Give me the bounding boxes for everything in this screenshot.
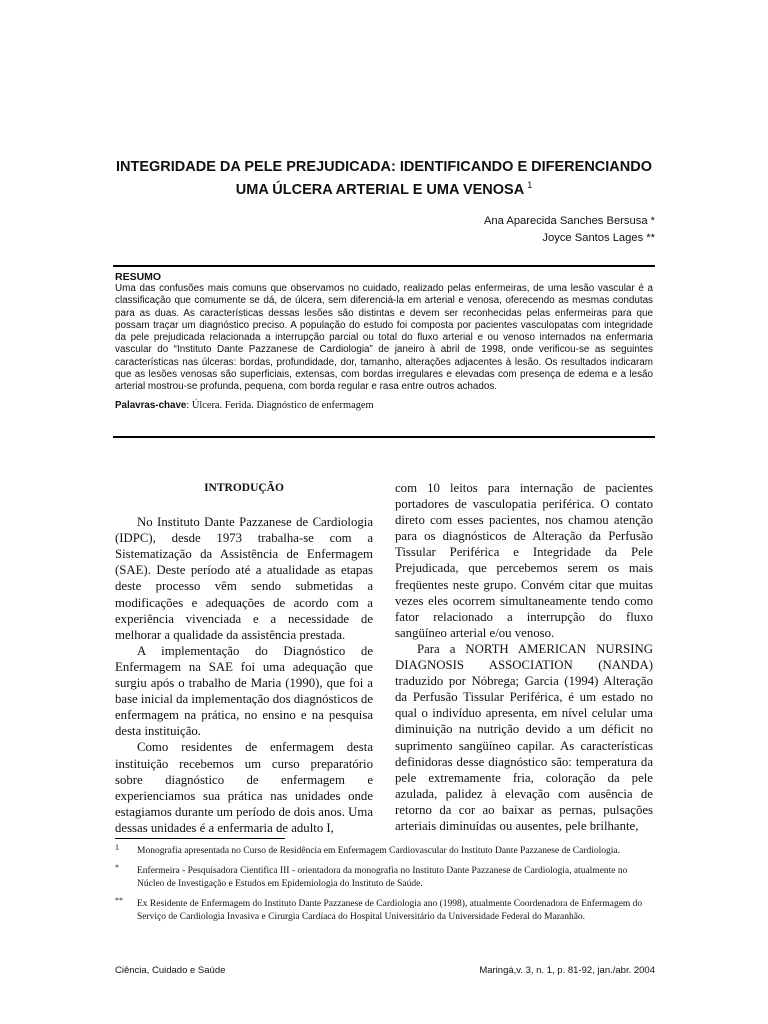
body-column-right bbox=[395, 480, 653, 834]
footnote-text: Monografia apresentada no Curso de Residência em Enfermagem Cardiovascular do Instituto Dante Pazzanese de Cardiologia. bbox=[137, 846, 621, 856]
abstract-text: Uma das confusões mais comuns que observamos no cuidado, realizado pelas enfermeiras, de uma lesão vascular é a classificação que comumente se dá, de úlcera, sem diferenciá-la em arterial e venosa, oferecendo as mesmas condutas para as duas. As características dessas lesões são distintas e devem ser reconhecidas pelas enfermeiras para que possam traçar um diagnóstico preciso. A população do estudo foi composta por pacientes vasculopatas com integridade da pele prejudicada relacionada a interrupção parcial ou total do fluxo arterial e ou venoso internados na enfermaria vascular do “Instituto Dante Pazzanese de Cardiologia” de janeiro à abril de 1998, onde verificou-se as seguintes características nas úlceras: bordas, profundidade, dor, tamanho, alterações adjacentes à lesão. Os resultados indicaram que as lesões venosas são superficiais, extensas, com bordas irregulares e elevadas com presença de edema e a lesão arterial mostrou-se profunda, pequena, com borda regular e rasa entre outros achados. bbox=[115, 283, 653, 393]
body-column-left bbox=[115, 480, 373, 836]
abstract-top-rule bbox=[113, 265, 655, 267]
body-paragraph: No Instituto Dante Pazzanese de Cardiologia (IDPC), desde 1973 trabalha-se com a Sistematização da Assistência de Enfermagem (SAE). Deste período até a atualidade as etapas deste processo vêm sendo submetidas a modificações e adequações de acordo com a experiência vivenciada e a necessidade de melhorar a qualidade da assistência prestada. bbox=[115, 515, 373, 642]
title-line-2 bbox=[0, 176, 768, 199]
keywords-line bbox=[115, 400, 653, 412]
footnote-rule bbox=[115, 838, 285, 839]
article-title bbox=[0, 158, 768, 199]
footnote bbox=[115, 898, 657, 924]
footnote-text: Ex Residente de Enfermagem do Instituto Dante Pazzanese de Cardiologia ano (1998), atualmente Coordenadora de Enfermagem do Serviço de Cardiologia Invasiva e Cirurgia Cardíaca do Hospital Universitário da Universidade Federal do Maranhão. bbox=[137, 899, 643, 922]
footnote bbox=[115, 845, 657, 858]
title-footnote-marker: 1 bbox=[527, 180, 533, 190]
footnote-marker: ** bbox=[115, 896, 123, 905]
footer-journal: Ciência, Cuidado e Saúde bbox=[115, 965, 226, 976]
section-heading-introducao: INTRODUÇÃO bbox=[204, 482, 284, 494]
author-2: Joyce Santos Lages ** bbox=[542, 232, 655, 244]
body-paragraph: com 10 leitos para internação de pacientes portadores de vasculopatia periférica. O contato direto com esses pacientes, nos chamou atenção para os diagnósticos de Alteração da Perfusão Tissular Periférica e Integridade da Pele Prejudicada, que percebemos serem os mais freqüentes neste grupo. Convém citar que muitas vezes eles ocorrem simultaneamente tendo como fator relacionado a interrupção do fluxo sangüíneo arterial e/ou venoso. bbox=[395, 481, 653, 640]
footnote-marker: * bbox=[115, 863, 119, 872]
footnotes bbox=[115, 845, 657, 931]
author-1: Ana Aparecida Sanches Bersusa * bbox=[483, 215, 655, 227]
footnote-marker: 1 bbox=[115, 843, 119, 852]
keywords-label: Palavras-chave bbox=[115, 399, 187, 411]
author-list bbox=[484, 213, 655, 247]
body-paragraph: Para a NORTH AMERICAN NURSING DIAGNOSIS ASSOCIATION (NANDA) traduzido por Nóbrega; Garcia (1994) Alteração da Perfusão Tissular Periférica, é um estado no qual o indivíduo apresenta, em nível celular uma diminuição na nutrição devido a um déficit no suprimento sangüíneo capilar. As características definidoras desse diagnóstico são: temperatura da pele extremamente fria, coloração da pele azulada, palidez à elevação com ausência de retorno da cor ao baixar as pernas, pulsações arteriais diminuídas ou ausentes, pele brilhante, bbox=[395, 641, 653, 833]
title-line-1: INTEGRIDADE DA PELE PREJUDICADA: IDENTIFICANDO E DIFERENCIANDO bbox=[116, 159, 652, 175]
footnote bbox=[115, 865, 657, 891]
body-paragraph: A implementação do Diagnóstico de Enfermagem na SAE foi uma adequação que surgiu após o trabalho de Maria (1990), que foi a base inicial da implementação dos diagnósticos de enfermagem na prática, no ensino e na pesquisa desta instituição. bbox=[115, 643, 373, 739]
footer-citation: Maringá,v. 3, n. 1, p. 81-92, jan./abr. 2004 bbox=[479, 965, 655, 976]
footnote-text: Enfermeira - Pesquisadora Cientifica III - orientadora da monografia no Instituto Dante Pazzanese de Cardiologia, atualmente no Núcleo de Investigação e Estudos em Epidemiologia do Instituto de Saúde. bbox=[137, 866, 628, 889]
abstract-bottom-rule bbox=[113, 436, 655, 438]
keywords-text: : Úlcera. Ferida. Diagnóstico de enfermagem bbox=[186, 399, 374, 411]
title-line-2-text: UMA ÚLCERA ARTERIAL E UMA VENOSA bbox=[235, 182, 525, 198]
abstract-heading: RESUMO bbox=[115, 271, 162, 283]
body-paragraph: Como residentes de enfermagem desta instituição recebemos um curso preparatório sobre diagnóstico de enfermagem e experienciamos sua prática nas unidades onde estagiamos durante um período de dois anos. Uma dessas unidades é a enfermaria de adulto I, bbox=[115, 740, 374, 835]
abstract-section bbox=[115, 271, 653, 412]
